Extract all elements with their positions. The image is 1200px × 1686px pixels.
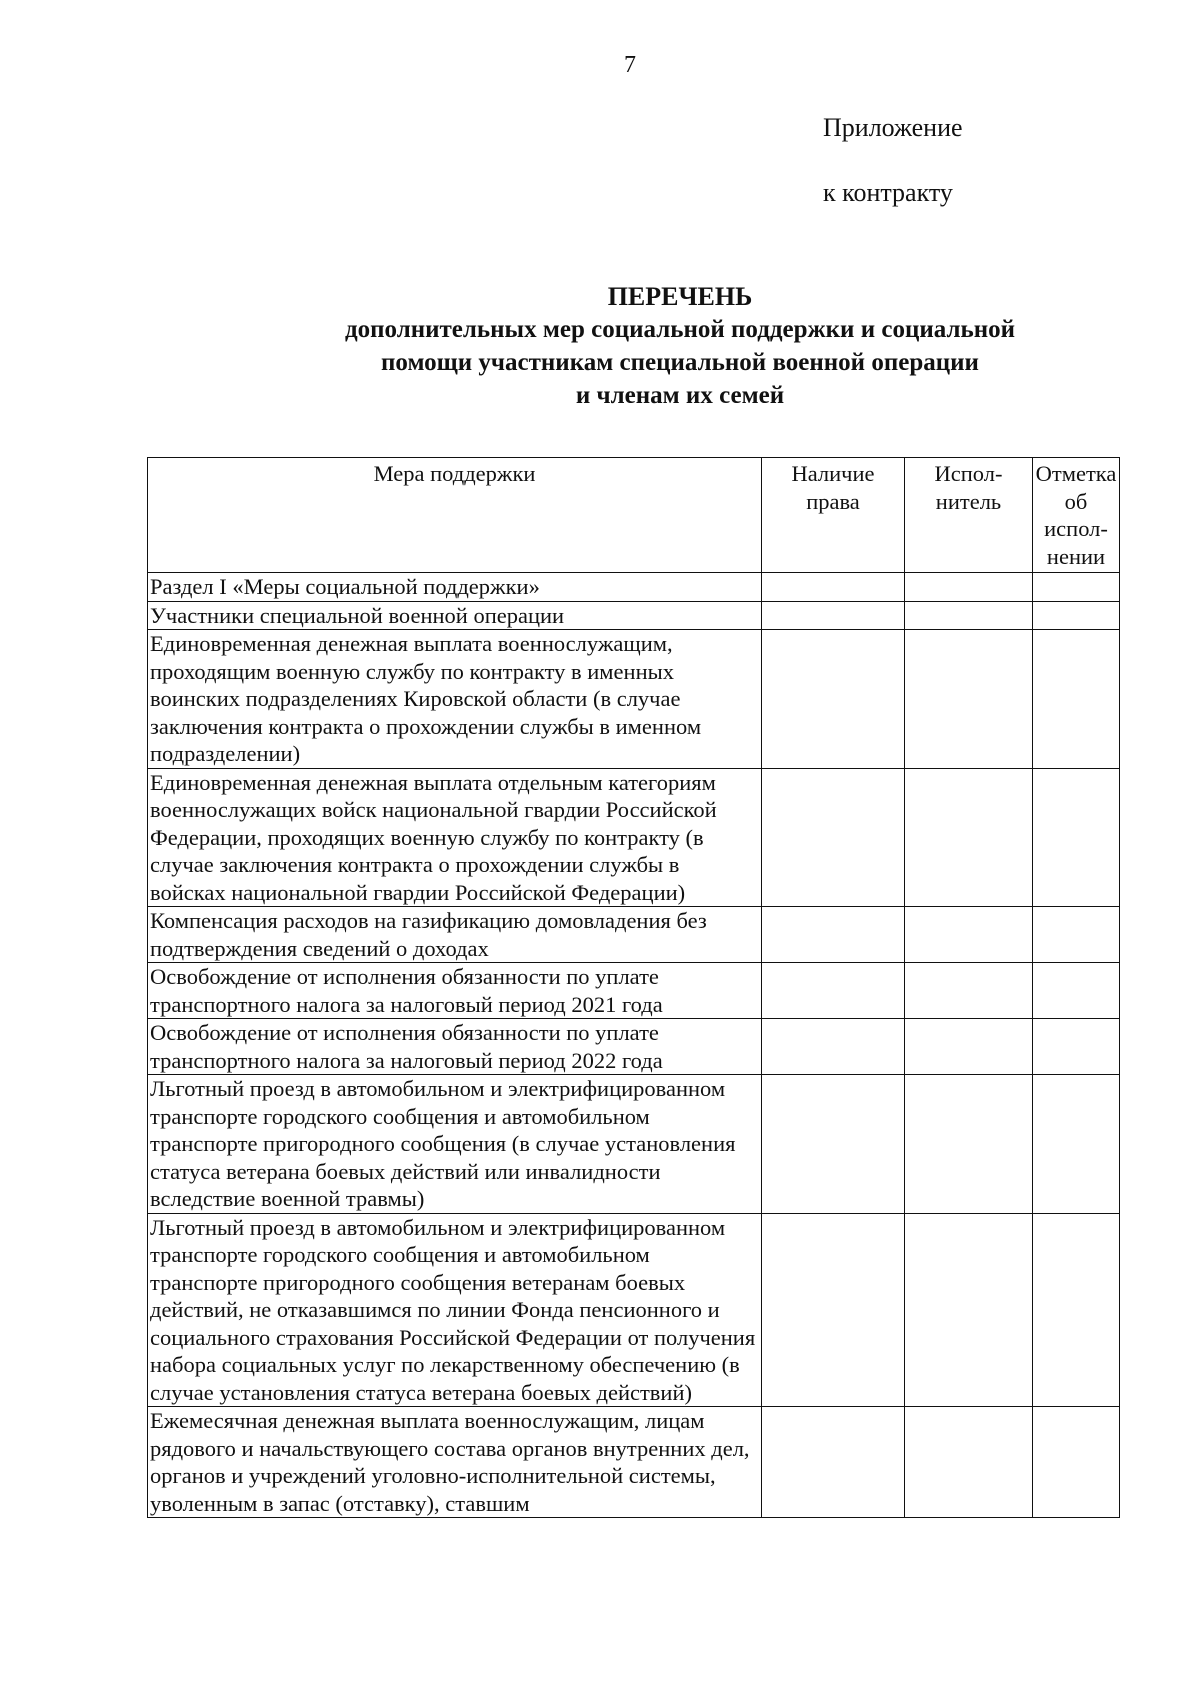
measure-cell: Освобождение от исполнения обязанности по уплате транспортного налога за налоговый период 2022 года bbox=[148, 1019, 762, 1075]
title-line-2: помощи участникам специальной военной операции bbox=[381, 349, 979, 376]
support-measures-table bbox=[147, 457, 1120, 1518]
mark-cell bbox=[1033, 1213, 1120, 1407]
title-main: ПЕРЕЧЕНЬ bbox=[607, 282, 753, 311]
executor-cell bbox=[905, 1407, 1033, 1518]
right-cell bbox=[762, 601, 905, 630]
title-line-1: дополнительных мер социальной поддержки и социальной bbox=[344, 316, 1016, 343]
executor-cell bbox=[905, 1075, 1033, 1214]
mark-cell bbox=[1033, 630, 1120, 769]
appendix-label: Приложение bbox=[823, 113, 963, 142]
mark-cell bbox=[1033, 907, 1120, 963]
measure-cell: Освобождение от исполнения обязанности по уплате транспортного налога за налоговый период 2021 года bbox=[148, 963, 762, 1019]
table-body bbox=[148, 573, 1120, 1518]
table-row bbox=[148, 630, 1120, 769]
header-mark: Отметка об испол-нении bbox=[1033, 458, 1120, 573]
measure-cell: Ежемесячная денежная выплата военнослужащим, лицам рядового и начальствующего состава органов внутренних дел, органов и учреждений уголовно-исполнительной системы, уволенным в запас (отставку), ставшим bbox=[148, 1407, 762, 1518]
table-header-row bbox=[148, 458, 1120, 573]
table-row bbox=[148, 907, 1120, 963]
mark-cell bbox=[1033, 1407, 1120, 1518]
appendix-contract-label: к контракту bbox=[823, 178, 953, 207]
executor-cell bbox=[905, 963, 1033, 1019]
table-row bbox=[148, 601, 1120, 630]
measure-cell: Единовременная денежная выплата военнослужащим, проходящим военную службу по контракту в именных воинских подразделениях Кировской области (в случае заключения контракта о прохождении службы в именном подразделении) bbox=[148, 630, 762, 769]
header-right: Наличие права bbox=[762, 458, 905, 573]
page-number: 7 bbox=[624, 52, 636, 78]
measure-cell: Льготный проезд в автомобильном и электрифицированном транспорте городского сообщения и автомобильном транспорте пригородного сообщения ветеранам боевых действий, не отказавшимся по линии Фонда пенсионного и социального страхования Российской Федерации от получения набора социальных услуг по лекарственному обеспечению (в случае установления статуса ветерана боевых действий) bbox=[148, 1213, 762, 1407]
mark-cell bbox=[1033, 963, 1120, 1019]
mark-cell bbox=[1033, 1075, 1120, 1214]
right-cell bbox=[762, 630, 905, 769]
executor-cell bbox=[905, 601, 1033, 630]
mark-cell bbox=[1033, 1019, 1120, 1075]
executor-cell bbox=[905, 768, 1033, 907]
header-executor: Испол-нитель bbox=[905, 458, 1033, 573]
mark-cell bbox=[1033, 573, 1120, 602]
right-cell bbox=[762, 768, 905, 907]
executor-cell bbox=[905, 630, 1033, 769]
mark-cell bbox=[1033, 601, 1120, 630]
right-cell bbox=[762, 1407, 905, 1518]
right-cell bbox=[762, 1019, 905, 1075]
measure-cell: Раздел I «Меры социальной поддержки» bbox=[148, 573, 762, 602]
right-cell bbox=[762, 1075, 905, 1214]
executor-cell bbox=[905, 1019, 1033, 1075]
measure-cell: Единовременная денежная выплата отдельным категориям военнослужащих войск национальной гвардии Российской Федерации, проходящих военную службу по контракту (в случае заключения контракта о прохождении службы в войсках национальной гвардии Российской Федерации) bbox=[148, 768, 762, 907]
right-cell bbox=[762, 963, 905, 1019]
executor-cell bbox=[905, 907, 1033, 963]
right-cell bbox=[762, 907, 905, 963]
header-measure: Мера поддержки bbox=[148, 458, 762, 573]
table-row bbox=[148, 1075, 1120, 1214]
table-row bbox=[148, 963, 1120, 1019]
right-cell bbox=[762, 1213, 905, 1407]
table-row bbox=[148, 768, 1120, 907]
executor-cell bbox=[905, 1213, 1033, 1407]
table-row bbox=[148, 573, 1120, 602]
table-row bbox=[148, 1019, 1120, 1075]
measure-cell: Участники специальной военной операции bbox=[148, 601, 762, 630]
right-cell bbox=[762, 573, 905, 602]
table-row bbox=[148, 1407, 1120, 1518]
executor-cell bbox=[905, 573, 1033, 602]
mark-cell bbox=[1033, 768, 1120, 907]
document-title bbox=[250, 280, 1110, 412]
title-line-3: и членам их семей bbox=[575, 382, 785, 409]
table-row bbox=[148, 1213, 1120, 1407]
measure-cell: Льготный проезд в автомобильном и электрифицированном транспорте городского сообщения и автомобильном транспорте пригородного сообщения (в случае установления статуса ветерана боевых действий или инвалидности вследствие военной травмы) bbox=[148, 1075, 762, 1214]
measure-cell: Компенсация расходов на газификацию домовладения без подтверждения сведений о доходах bbox=[148, 907, 762, 963]
